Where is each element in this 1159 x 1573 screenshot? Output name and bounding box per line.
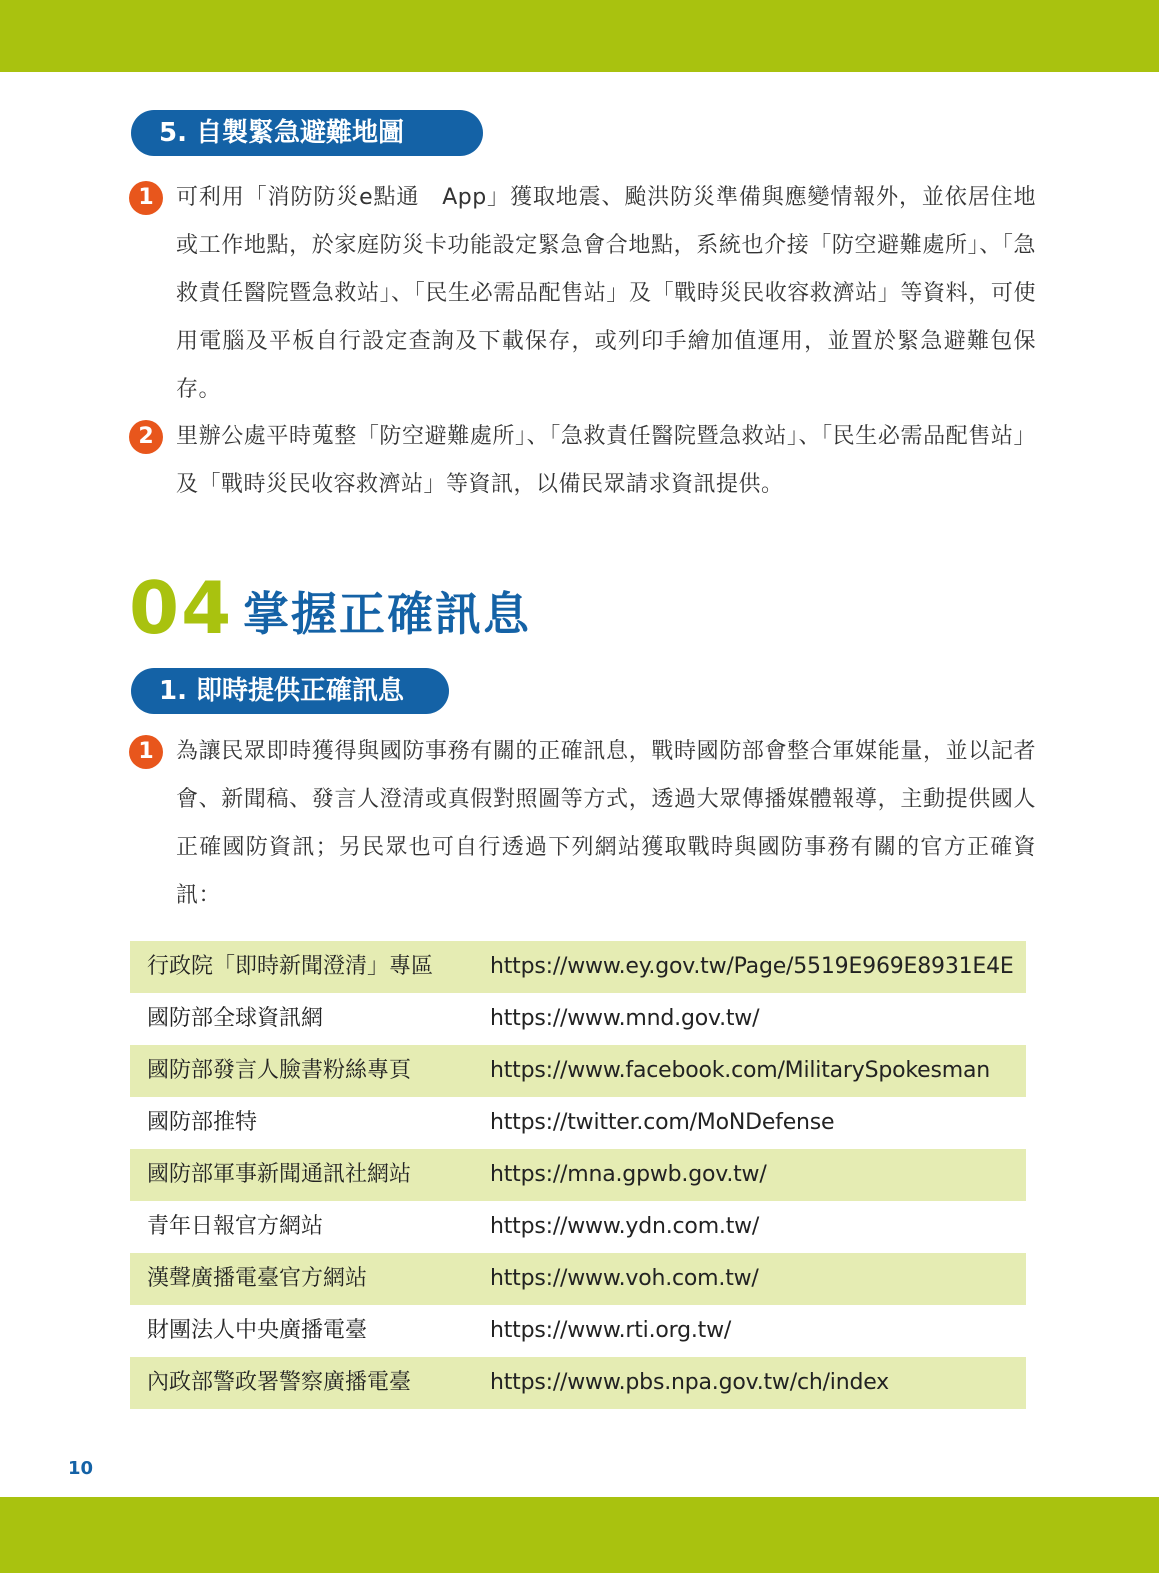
site-name: 國防部軍事新聞通訊社網站 [147,1162,412,1187]
site-url-link[interactable]: https://www.ey.gov.tw/Page/5519E969E8931E4E [490,954,1014,979]
site-url-link[interactable]: https://www.facebook.com/MilitarySpokesman [490,1058,990,1083]
bottom-color-band [0,1497,1159,1573]
site-name: 財團法人中央廣播電臺 [147,1318,368,1343]
paragraph-village-office: 里辦公處平時蒐整「防空避難處所」、「急救責任醫院暨急救站」、「民生必需品配售站」及「戰時災民收容救濟站」等資訊，以備民眾請求資訊提供。 [176,424,1036,497]
chapter-title: 掌握正確訊息 [243,587,531,641]
table-row [130,1253,1026,1305]
site-url-link[interactable]: https://www.mnd.gov.tw/ [490,1006,760,1031]
table-row [130,1357,1026,1409]
bullet-number-1-info: 1 [129,735,163,769]
table-row [130,1045,1026,1097]
site-name: 青年日報官方網站 [147,1214,324,1239]
site-name: 國防部發言人臉書粉絲專頁 [147,1058,412,1083]
paragraph-mnd-info: 為讓民眾即時獲得與國防事務有關的正確訊息，戰時國防部會整合軍媒能量，並以記者會、新聞稿、發言人澄清或真假對照圖等方式，透過大眾傳播媒體報導，主動提供國人正確國防資訊；另民眾也可自行透過下列網站獲取戰時與國防事務有關的官方正確資訊： [176,739,1036,908]
table-row [130,1097,1026,1149]
site-url-link[interactable]: https://www.voh.com.tw/ [490,1266,759,1291]
official-sites-table [130,941,1026,1409]
page-number: 10 [68,1458,94,1479]
bullet-number-1: 1 [129,181,163,215]
table-row [130,993,1026,1045]
site-name: 國防部全球資訊網 [147,1006,324,1031]
section-heading-emergency-map: 5. 自製緊急避難地圖 [131,110,483,156]
section-heading-correct-info: 1. 即時提供正確訊息 [131,668,449,714]
site-name: 漢聲廣播電臺官方網站 [147,1266,368,1291]
table-row [130,941,1026,993]
site-url-link[interactable]: https://twitter.com/MoNDefense [490,1110,835,1135]
table-row [130,1201,1026,1253]
site-name: 行政院「即時新聞澄清」專區 [147,954,434,979]
top-color-band [0,0,1159,72]
site-url-link[interactable]: https://mna.gpwb.gov.tw/ [490,1162,767,1187]
table-row [130,1149,1026,1201]
paragraph-app-usage: 可利用「消防防災e點通 App」獲取地震、颱洪防災準備與應變情報外，並依居住地或工作地點，於家庭防災卡功能設定緊急會合地點，系統也介接「防空避難處所」、「急救責任醫院暨急救站」、「民生必需品配售站」及「戰時災民收容救濟站」等資料，可使用電腦及平板自行設定查詢及下載保存，或列印手繪加值運用，並置於緊急避難包保存。 [176,185,1036,402]
table-row [130,1305,1026,1357]
site-url-link[interactable]: https://www.ydn.com.tw/ [490,1214,760,1239]
site-url-link[interactable]: https://www.rti.org.tw/ [490,1318,732,1343]
site-name: 國防部推特 [147,1110,258,1135]
bullet-number-2: 2 [129,420,163,454]
site-url-link[interactable]: https://www.pbs.npa.gov.tw/ch/index [490,1370,889,1395]
site-name: 內政部警政署警察廣播電臺 [147,1370,412,1395]
chapter-number: 04 [129,566,234,650]
